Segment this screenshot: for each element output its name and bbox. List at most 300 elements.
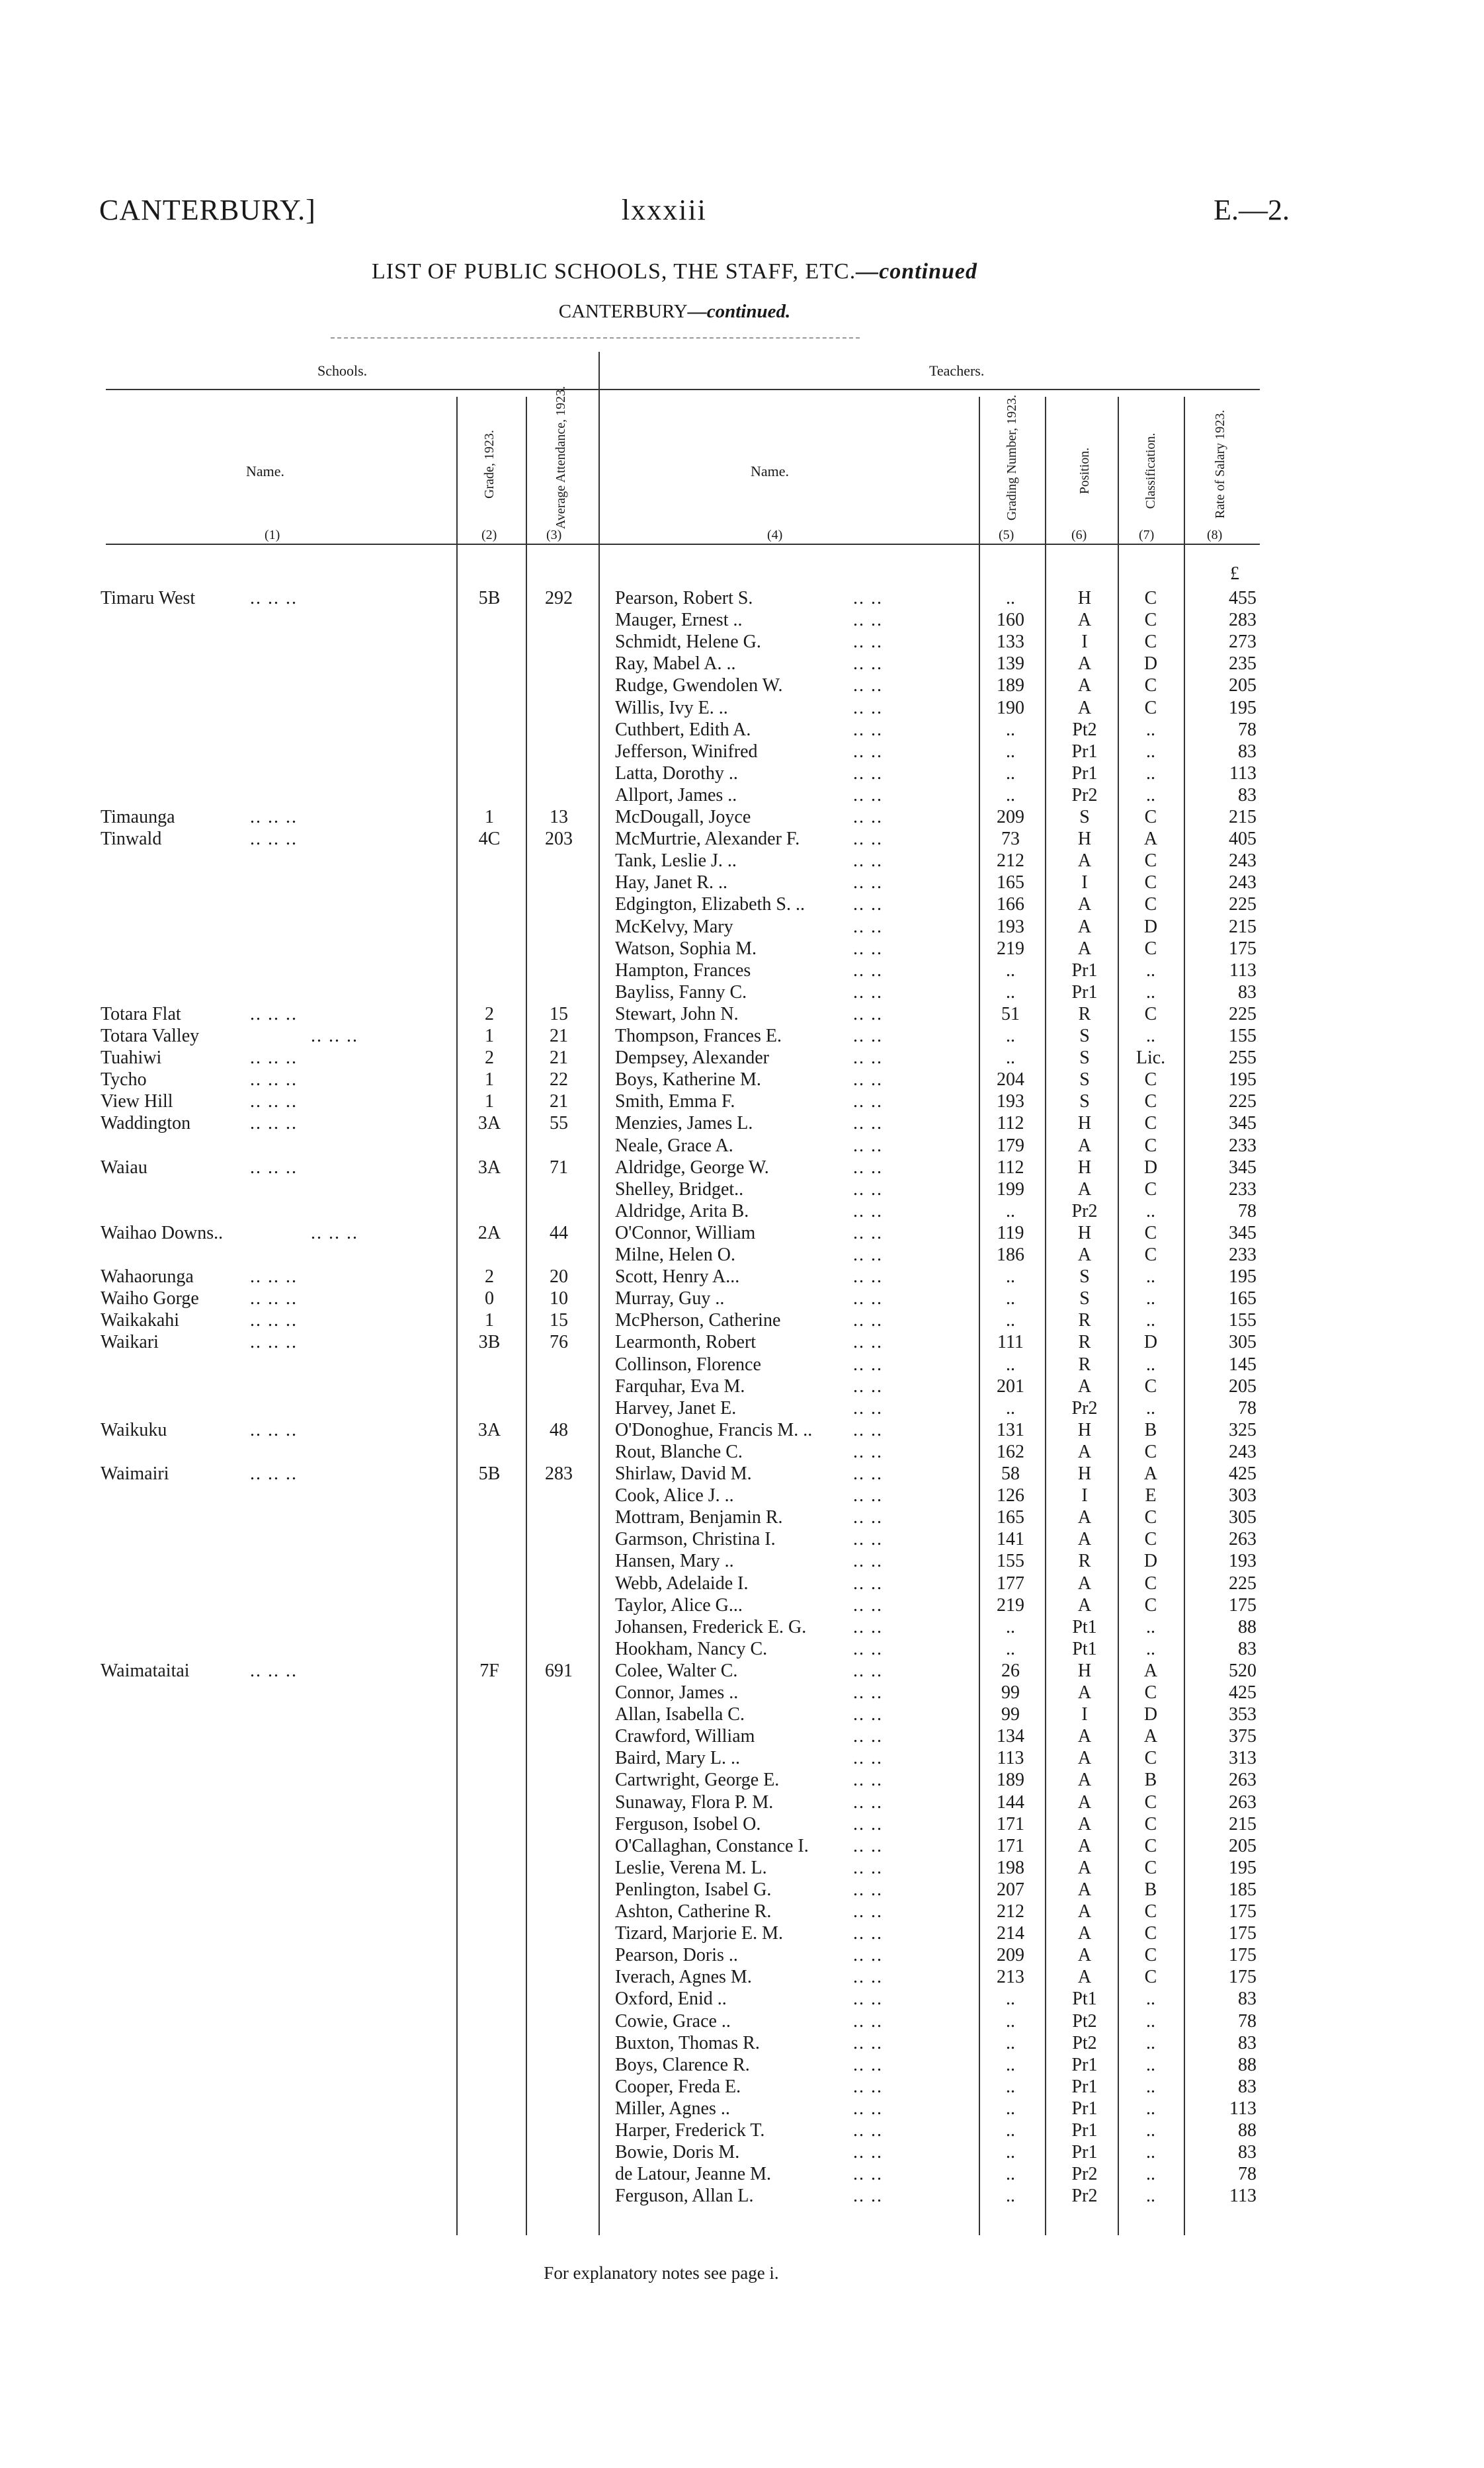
teacher-classification: C xyxy=(1144,1748,1157,1769)
salary-rate: 88 xyxy=(1238,2120,1257,2141)
teacher-position: Pr2 xyxy=(1071,2186,1098,2207)
salary-rate: 175 xyxy=(1229,938,1257,959)
salary-rate: 263 xyxy=(1229,1529,1257,1550)
leader-dots: .. .. xyxy=(853,719,883,740)
col-teacher-name: Name. xyxy=(751,463,790,479)
col-num-4: (4) xyxy=(767,528,783,542)
grading-number: 155 xyxy=(997,1551,1024,1572)
salary-rate: 243 xyxy=(1229,850,1257,872)
teacher-classification: C xyxy=(1144,1791,1157,1813)
page-header-section: CANTERBURY.] xyxy=(99,194,316,226)
leader-dots: .. .. xyxy=(853,1594,883,1616)
salary-rate: 88 xyxy=(1238,2054,1257,2075)
teacher-position: Pr2 xyxy=(1071,1200,1098,1221)
teacher-classification: .. xyxy=(1146,1989,1155,2010)
salary-rate: 263 xyxy=(1229,1791,1257,1813)
table-row xyxy=(0,1901,1484,1922)
teacher-classification: C xyxy=(1144,807,1157,827)
leader-dots: .. .. xyxy=(853,1748,883,1769)
teacher-position: A xyxy=(1077,1791,1092,1813)
leader-dots: .. .. xyxy=(853,916,883,937)
teacher-name: Connor, James .. xyxy=(615,1682,739,1703)
grading-number: 209 xyxy=(997,1945,1024,1966)
teacher-classification: C xyxy=(1144,1945,1157,1966)
teacher-position: A xyxy=(1077,697,1092,718)
table-row xyxy=(0,1376,1484,1397)
leader-dots: .. .. xyxy=(853,894,883,915)
salary-rate: 215 xyxy=(1229,807,1257,827)
table-row xyxy=(0,1047,1484,1069)
teacher-name: de Latour, Jeanne M. xyxy=(615,2164,772,2185)
table-row xyxy=(0,1178,1484,1200)
table-row xyxy=(0,2010,1484,2032)
leader-dots: .. .. xyxy=(853,1135,883,1156)
leader-dots: .. .. .. xyxy=(250,1113,298,1134)
teacher-name: Hookham, Nancy C. xyxy=(615,1638,768,1659)
leader-dots: .. .. xyxy=(853,1419,883,1440)
grading-number: .. xyxy=(1006,1288,1015,1309)
teacher-name: Aldridge, Arita B. xyxy=(615,1200,749,1221)
grading-number: .. xyxy=(1006,2142,1015,2163)
school-name: Waddington xyxy=(101,1113,191,1134)
teacher-classification: .. xyxy=(1146,2054,1155,2075)
teacher-position: Pr1 xyxy=(1071,2098,1098,2119)
grading-number: .. xyxy=(1006,2098,1015,2119)
teacher-classification: E xyxy=(1145,1485,1157,1506)
salary-rate: 255 xyxy=(1229,1048,1257,1069)
leader-dots: .. .. xyxy=(853,1376,883,1397)
teacher-position: A xyxy=(1077,1441,1092,1462)
grading-number: .. xyxy=(1006,588,1015,608)
teacher-position: Pt2 xyxy=(1072,2032,1097,2053)
school-name: Tinwald xyxy=(101,829,162,850)
leader-dots: .. .. xyxy=(853,1726,883,1747)
school-grade: 3A xyxy=(477,1157,501,1178)
page-subtitle: CANTERBURY—continued. xyxy=(558,301,791,322)
leader-dots: .. .. .. xyxy=(250,1048,298,1069)
teacher-name: Iverach, Agnes M. xyxy=(615,1967,752,1988)
salary-rate: 113 xyxy=(1229,2098,1257,2119)
grading-number: 139 xyxy=(997,653,1024,675)
school-name: Waiau xyxy=(101,1157,147,1178)
teacher-classification: D xyxy=(1143,1332,1158,1353)
salary-rate: 243 xyxy=(1229,1441,1257,1462)
school-grade: 2 xyxy=(485,1266,494,1288)
grading-number: 219 xyxy=(997,1594,1024,1616)
teacher-name: Sunaway, Flora P. M. xyxy=(615,1791,774,1813)
table-row xyxy=(0,2141,1484,2163)
leader-dots: .. .. xyxy=(853,762,883,784)
teacher-position: A xyxy=(1077,1813,1092,1834)
table-row xyxy=(0,631,1484,653)
salary-rate: 205 xyxy=(1229,1835,1257,1856)
leader-dots: .. .. xyxy=(853,1616,883,1637)
teacher-classification: .. xyxy=(1146,719,1155,740)
teacher-classification: .. xyxy=(1146,2142,1155,2163)
leader-dots: .. .. xyxy=(853,741,883,762)
teacher-classification: C xyxy=(1144,1135,1157,1156)
leader-dots: .. .. xyxy=(853,632,883,653)
teacher-position: Pr1 xyxy=(1071,2142,1098,2163)
col-num-5: (5) xyxy=(999,528,1014,542)
col-salary: Rate of Salary 1923. xyxy=(1213,409,1227,519)
teacher-position: Pt1 xyxy=(1072,1616,1097,1637)
teacher-classification: .. xyxy=(1146,2076,1155,2097)
teacher-classification: .. xyxy=(1146,981,1155,1003)
table-row xyxy=(0,1573,1484,1594)
teacher-position: A xyxy=(1077,1835,1092,1856)
leader-dots: .. .. xyxy=(853,1091,883,1112)
leader-dots: .. .. xyxy=(853,2142,883,2163)
average-attendance: 283 xyxy=(545,1463,573,1484)
table-row xyxy=(0,916,1484,938)
teacher-classification: B xyxy=(1144,1770,1157,1791)
teacher-name: Willis, Ivy E. .. xyxy=(615,697,728,718)
teacher-position: A xyxy=(1077,1748,1092,1769)
leader-dots: .. .. xyxy=(853,2010,883,2032)
leader-dots: .. .. .. xyxy=(250,1069,298,1090)
table-row xyxy=(0,2054,1484,2076)
leader-dots: .. .. xyxy=(853,2186,883,2207)
leader-dots: .. .. xyxy=(853,1113,883,1134)
salary-rate: 233 xyxy=(1229,1245,1257,1265)
leader-dots: .. .. xyxy=(853,1266,883,1288)
table-row xyxy=(0,872,1484,893)
teacher-classification: .. xyxy=(1146,960,1155,981)
grading-number: 179 xyxy=(997,1135,1024,1156)
school-grade: 5B xyxy=(478,1463,501,1484)
teacher-classification: .. xyxy=(1146,2098,1155,2119)
grading-number: 213 xyxy=(997,1967,1024,1988)
leader-dots: .. .. xyxy=(853,1945,883,1966)
teacher-position: H xyxy=(1077,829,1092,850)
grading-number: .. xyxy=(1006,981,1015,1003)
col-num-2: (2) xyxy=(481,528,497,542)
grading-number: 165 xyxy=(997,872,1024,893)
table-row xyxy=(0,1550,1484,1572)
document-reference: E.—2. xyxy=(1214,194,1290,226)
school-name: Timaru West xyxy=(101,588,196,608)
teacher-name: Murray, Guy .. xyxy=(615,1288,725,1309)
teacher-classification: C xyxy=(1144,1003,1157,1024)
grading-number: .. xyxy=(1006,1989,1015,2010)
leader-dots: .. .. xyxy=(853,1967,883,1988)
grading-number: 160 xyxy=(997,610,1024,631)
grading-number: 212 xyxy=(997,850,1024,872)
table-row xyxy=(0,2185,1484,2207)
leader-dots: .. .. xyxy=(853,2032,883,2053)
school-name: Waikari xyxy=(101,1332,159,1353)
grading-number: 141 xyxy=(997,1529,1024,1550)
teacher-name: Leslie, Verena M. L. xyxy=(615,1857,767,1878)
teacher-name: Watson, Sophia M. xyxy=(615,938,757,959)
teacher-classification: C xyxy=(1144,697,1157,718)
salary-rate: 425 xyxy=(1229,1682,1257,1703)
average-attendance: 10 xyxy=(550,1288,568,1309)
leader-dots: .. .. xyxy=(853,1989,883,2010)
average-attendance: 48 xyxy=(550,1419,568,1440)
teacher-name: Allan, Isabella C. xyxy=(615,1704,745,1725)
salary-rate: 225 xyxy=(1229,1573,1257,1594)
salary-rate: 375 xyxy=(1229,1726,1257,1747)
teacher-name: Ray, Mabel A. .. xyxy=(615,653,736,675)
salary-rate: 233 xyxy=(1229,1178,1257,1200)
teacher-classification: D xyxy=(1143,1704,1158,1725)
grading-number: 112 xyxy=(997,1113,1024,1134)
teacher-position: A xyxy=(1077,1879,1092,1900)
table-row xyxy=(0,1003,1484,1025)
leader-dots: .. .. xyxy=(853,2098,883,2119)
salary-rate: 78 xyxy=(1238,2010,1257,2032)
leader-dots: .. .. xyxy=(853,1551,883,1572)
salary-rate: 345 xyxy=(1229,1157,1257,1178)
teacher-position: A xyxy=(1077,1726,1092,1747)
teacher-name: Hansen, Mary .. xyxy=(615,1551,734,1572)
teacher-classification: C xyxy=(1144,894,1157,915)
table-row xyxy=(0,1616,1484,1638)
teacher-name: O'Callaghan, Constance I. xyxy=(615,1835,809,1856)
teacher-position: A xyxy=(1077,1245,1092,1265)
school-name: Waimairi xyxy=(101,1463,169,1484)
teacher-position: Pr1 xyxy=(1071,741,1098,762)
salary-rate: 175 xyxy=(1229,1945,1257,1966)
average-attendance: 20 xyxy=(550,1266,568,1288)
teacher-position: R xyxy=(1078,1310,1091,1331)
teacher-position: Pr1 xyxy=(1071,762,1098,784)
salary-rate: 155 xyxy=(1229,1310,1257,1331)
leader-dots: .. .. xyxy=(853,1332,883,1353)
leader-dots: .. .. xyxy=(853,1245,883,1265)
teacher-name: McMurtrie, Alexander F. xyxy=(615,829,800,850)
teacher-position: Pr1 xyxy=(1071,2076,1098,2097)
grading-number: 207 xyxy=(997,1879,1024,1900)
teacher-name: Allport, James .. xyxy=(615,784,737,805)
grading-number: .. xyxy=(1006,1200,1015,1221)
school-grade: 2 xyxy=(485,1048,494,1069)
col-classification: Classification. xyxy=(1143,432,1158,509)
salary-rate: 175 xyxy=(1229,1594,1257,1616)
grading-number: 165 xyxy=(997,1507,1024,1528)
leader-dots: .. .. .. xyxy=(250,1463,298,1484)
teacher-classification: C xyxy=(1144,588,1157,608)
teacher-classification: .. xyxy=(1146,2120,1155,2141)
table-row xyxy=(0,2032,1484,2054)
col-school-name: Name. xyxy=(246,463,285,479)
grading-number: 51 xyxy=(1001,1003,1020,1024)
leader-dots: .. .. .. xyxy=(250,1266,298,1288)
col-num-8: (8) xyxy=(1207,528,1223,542)
leader-dots: .. .. xyxy=(853,1835,883,1856)
teacher-name: Webb, Adelaide I. xyxy=(615,1573,749,1594)
teacher-classification: C xyxy=(1144,850,1157,872)
salary-rate: 78 xyxy=(1238,2164,1257,2185)
table-row xyxy=(0,719,1484,741)
teacher-classification: C xyxy=(1144,1682,1157,1703)
teacher-position: Pr1 xyxy=(1071,2120,1098,2141)
table-row xyxy=(0,1879,1484,1901)
teacher-name: Miller, Agnes .. xyxy=(615,2098,730,2119)
table-row xyxy=(0,762,1484,784)
teacher-position: Pt1 xyxy=(1072,1638,1097,1659)
teacher-name: Latta, Dorothy .. xyxy=(615,762,738,784)
table-row xyxy=(0,675,1484,696)
teacher-name: Ashton, Catherine R. xyxy=(615,1901,772,1922)
grading-number: 112 xyxy=(997,1157,1024,1178)
table-row xyxy=(0,1638,1484,1660)
teacher-position: Pr2 xyxy=(1071,1397,1098,1419)
leader-dots: .. .. xyxy=(853,1441,883,1462)
teacher-classification: C xyxy=(1144,1529,1157,1550)
table-row xyxy=(0,1157,1484,1178)
teacher-position: A xyxy=(1077,1376,1092,1397)
teacher-position: A xyxy=(1077,1682,1092,1703)
grading-number: 212 xyxy=(997,1901,1024,1922)
grading-number: .. xyxy=(1006,2120,1015,2141)
grading-number: .. xyxy=(1006,784,1015,805)
leader-dots: .. .. xyxy=(853,588,883,608)
grading-number: .. xyxy=(1006,1354,1015,1375)
teacher-classification: .. xyxy=(1146,784,1155,805)
salary-rate: 520 xyxy=(1229,1660,1257,1681)
table-row xyxy=(0,1112,1484,1134)
leader-dots: .. .. xyxy=(853,2120,883,2141)
teacher-position: H xyxy=(1077,1113,1092,1134)
teacher-classification: .. xyxy=(1146,1616,1155,1637)
salary-rate: 175 xyxy=(1229,1901,1257,1922)
school-name: Waikuku xyxy=(101,1419,167,1440)
average-attendance: 21 xyxy=(550,1091,568,1112)
teacher-classification: .. xyxy=(1146,1354,1155,1375)
group-schools: Schools. xyxy=(317,362,368,379)
leader-dots: .. .. xyxy=(853,1857,883,1878)
teacher-position: A xyxy=(1077,916,1092,937)
grading-number: 134 xyxy=(997,1726,1024,1747)
teacher-position: A xyxy=(1077,1945,1092,1966)
teacher-classification: .. xyxy=(1146,1026,1155,1046)
leader-dots: .. .. .. xyxy=(250,588,298,608)
table-row xyxy=(0,1309,1484,1331)
leader-dots: .. .. xyxy=(853,653,883,675)
average-attendance: 76 xyxy=(550,1332,568,1353)
leader-dots: .. .. xyxy=(853,1288,883,1309)
school-name: Timaunga xyxy=(101,807,175,827)
salary-rate: 243 xyxy=(1229,872,1257,893)
table-row xyxy=(0,1813,1484,1835)
school-name: Waihao Downs.. xyxy=(101,1222,224,1243)
teacher-position: A xyxy=(1077,1901,1092,1922)
teacher-name: Penlington, Isabel G. xyxy=(615,1879,772,1900)
teacher-name: Ferguson, Allan L. xyxy=(615,2186,754,2207)
average-attendance: 21 xyxy=(550,1026,568,1046)
teacher-classification: D xyxy=(1143,1551,1158,1572)
leader-dots: .. .. xyxy=(853,1791,883,1813)
teacher-position: Pr1 xyxy=(1071,981,1098,1003)
teacher-classification: C xyxy=(1144,1857,1157,1878)
teacher-name: Crawford, William xyxy=(615,1726,755,1747)
teacher-classification: C xyxy=(1144,1091,1157,1112)
salary-rate: 83 xyxy=(1238,784,1257,805)
teacher-classification: .. xyxy=(1146,762,1155,784)
grading-number: 166 xyxy=(997,894,1024,915)
salary-rate: 455 xyxy=(1229,588,1257,608)
table-row xyxy=(0,587,1484,609)
leader-dots: .. .. xyxy=(853,1463,883,1484)
school-grade: 0 xyxy=(485,1288,494,1309)
table-row xyxy=(0,1506,1484,1528)
leader-dots: .. .. xyxy=(853,1704,883,1725)
average-attendance: 15 xyxy=(550,1003,568,1024)
teacher-position: Pr2 xyxy=(1071,784,1098,805)
teacher-name: Harper, Frederick T. xyxy=(615,2120,765,2141)
header-group-rule xyxy=(106,389,1260,390)
teacher-position: Pt2 xyxy=(1072,719,1097,740)
table-row xyxy=(0,1025,1484,1047)
teacher-position: A xyxy=(1077,938,1092,959)
teacher-position: R xyxy=(1078,1332,1091,1353)
school-name: View Hill xyxy=(101,1091,173,1112)
leader-dots: .. .. .. xyxy=(250,1660,298,1681)
teacher-classification: C xyxy=(1144,1813,1157,1834)
school-grade: 2 xyxy=(485,1003,494,1024)
average-attendance: 15 xyxy=(550,1310,568,1331)
teacher-name: Ferguson, Isobel O. xyxy=(615,1813,761,1834)
teacher-classification: .. xyxy=(1146,2186,1155,2207)
leader-dots: .. .. xyxy=(853,1157,883,1178)
table-row xyxy=(0,1397,1484,1419)
table-row xyxy=(0,981,1484,1003)
table-row xyxy=(0,1528,1484,1550)
leader-dots: .. .. xyxy=(853,1397,883,1419)
teacher-name: Smith, Emma F. xyxy=(615,1091,735,1112)
teacher-classification: .. xyxy=(1146,1266,1155,1288)
grading-number: 219 xyxy=(997,938,1024,959)
leader-dots: .. .. xyxy=(853,1178,883,1200)
teacher-name: Oxford, Enid .. xyxy=(615,1989,727,2010)
salary-rate: 195 xyxy=(1229,1857,1257,1878)
table-row xyxy=(0,1288,1484,1309)
school-grade: 1 xyxy=(485,1310,494,1331)
table-row xyxy=(0,1769,1484,1791)
table-row xyxy=(0,1200,1484,1222)
school-grade: 3B xyxy=(478,1332,501,1353)
grading-number: .. xyxy=(1006,1310,1015,1331)
teacher-position: S xyxy=(1079,1266,1090,1288)
salary-rate: 185 xyxy=(1229,1879,1257,1900)
teacher-position: A xyxy=(1077,1923,1092,1944)
salary-rate: 83 xyxy=(1238,1989,1257,2010)
leader-dots: .. .. xyxy=(853,1222,883,1243)
salary-rate: 263 xyxy=(1229,1770,1257,1791)
school-name: Waimataitai xyxy=(101,1660,190,1681)
table-row xyxy=(0,1354,1484,1376)
leader-dots: .. .. .. xyxy=(250,1310,298,1331)
teacher-position: Pt2 xyxy=(1072,2010,1097,2032)
average-attendance: 71 xyxy=(550,1157,568,1178)
salary-rate: 145 xyxy=(1229,1354,1257,1375)
currency-symbol: £ xyxy=(1230,563,1239,584)
table-row xyxy=(0,1222,1484,1244)
teacher-position: S xyxy=(1079,1048,1090,1069)
salary-rate: 155 xyxy=(1229,1026,1257,1046)
teacher-classification: A xyxy=(1143,1660,1158,1681)
table-row xyxy=(0,1135,1484,1157)
salary-rate: 405 xyxy=(1229,829,1257,850)
leader-dots: .. .. xyxy=(853,1200,883,1221)
leader-dots: .. .. xyxy=(853,1901,883,1922)
grading-number: 99 xyxy=(1001,1682,1020,1703)
salary-rate: 113 xyxy=(1229,762,1257,784)
teacher-position: A xyxy=(1077,1967,1092,1988)
